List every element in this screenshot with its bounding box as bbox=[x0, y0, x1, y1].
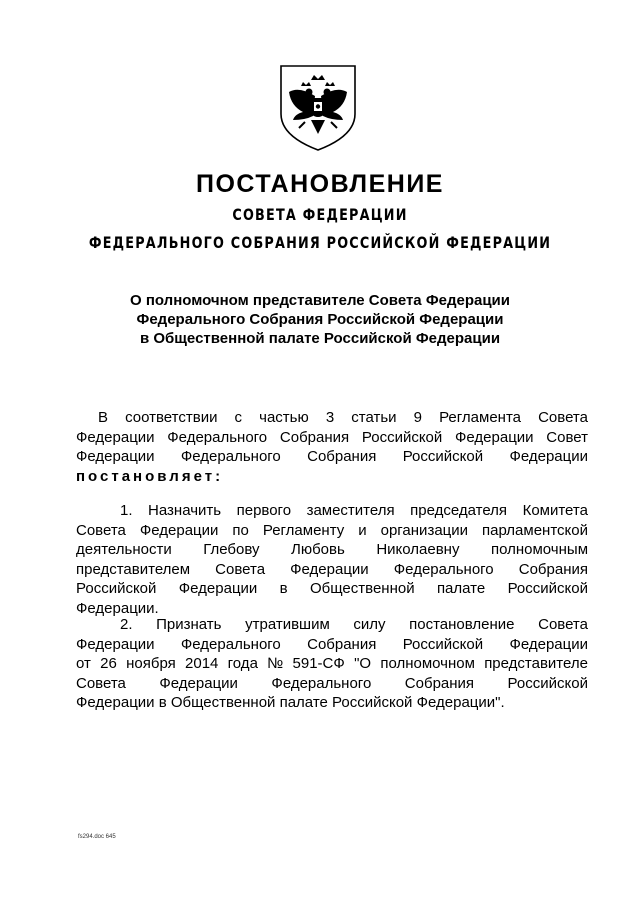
word: № bbox=[267, 655, 284, 672]
text-line bbox=[76, 540, 588, 560]
word: парламентской bbox=[482, 521, 588, 539]
word: Федерального bbox=[180, 635, 281, 653]
word: Федерального bbox=[271, 674, 372, 692]
word: Общественной bbox=[310, 580, 415, 597]
resolution-heading bbox=[90, 291, 550, 348]
word: Признать bbox=[156, 616, 222, 633]
text-line bbox=[76, 635, 588, 655]
text-line bbox=[76, 408, 588, 428]
word: Собрания bbox=[279, 428, 350, 446]
word: Федерации bbox=[455, 428, 534, 446]
word: 1. bbox=[120, 502, 133, 519]
word: Совета bbox=[538, 616, 588, 633]
word: заместителя bbox=[306, 502, 395, 519]
word: постановление bbox=[409, 616, 515, 633]
word: Любовь bbox=[291, 541, 345, 558]
heading-line: О полномочном представителе Совета Федерации bbox=[129, 292, 510, 309]
word: полномочном bbox=[380, 655, 475, 672]
word: Российской bbox=[402, 448, 484, 465]
item-2-paragraph bbox=[76, 615, 588, 713]
word: Российской bbox=[402, 635, 484, 653]
word: Российской bbox=[507, 580, 588, 597]
text-line bbox=[76, 615, 588, 635]
word: в bbox=[279, 580, 288, 597]
word: 3 bbox=[325, 409, 335, 426]
text-line bbox=[76, 654, 588, 674]
word: Собрания bbox=[307, 448, 377, 465]
word: утратившим bbox=[245, 616, 330, 633]
file-reference: fs294.doc 645 bbox=[78, 834, 116, 840]
text-line bbox=[76, 447, 588, 467]
word: Федерации bbox=[178, 580, 258, 597]
word: статьи bbox=[351, 409, 397, 426]
word: 26 bbox=[100, 655, 117, 672]
word: Федерации bbox=[290, 560, 369, 578]
word: Федерации bbox=[509, 448, 588, 465]
word: Российской bbox=[76, 580, 157, 597]
word: 9 bbox=[413, 409, 422, 426]
word: Николаевну bbox=[376, 541, 460, 558]
heading-line: Федерального Собрания Российской Федерации bbox=[136, 311, 504, 328]
text-line: Федерации. bbox=[76, 599, 159, 617]
word: Собрания bbox=[404, 674, 475, 692]
word: "О bbox=[354, 655, 372, 672]
word: Федерации bbox=[509, 635, 588, 653]
word: года bbox=[227, 655, 258, 672]
text-line bbox=[76, 560, 588, 580]
text-line bbox=[76, 579, 588, 599]
word: Российской bbox=[361, 428, 443, 446]
word: Совета bbox=[538, 409, 588, 426]
issuer-line-1: СОВЕТА ФЕДЕРАЦИИ bbox=[232, 205, 408, 224]
word: представителе bbox=[484, 655, 588, 672]
issuer-line-2: ФЕДЕРАЛЬНОГО СОБРАНИЯ РОССИЙСКОЙ ФЕДЕРАЦИИ bbox=[88, 233, 552, 252]
word: Глебову bbox=[203, 541, 260, 558]
word: силу bbox=[353, 616, 386, 633]
word: полномочным bbox=[490, 541, 588, 558]
word: Российской bbox=[507, 674, 588, 692]
word: Федерации bbox=[76, 635, 155, 653]
word: Совета bbox=[215, 560, 266, 578]
word: 2014 bbox=[185, 655, 219, 672]
coat-of-arms-emblem bbox=[275, 62, 361, 152]
word: Назначить bbox=[148, 502, 222, 519]
word: Федерации bbox=[76, 448, 155, 465]
word: 591-СФ bbox=[292, 655, 345, 672]
word: Федерального bbox=[180, 448, 281, 465]
word: Федерации bbox=[76, 428, 155, 446]
word: представителем bbox=[76, 560, 191, 578]
item-1-paragraph bbox=[76, 501, 588, 618]
word: Регламента bbox=[439, 409, 521, 426]
word: соответствии bbox=[125, 409, 218, 426]
word: по bbox=[232, 521, 249, 539]
word: ноября bbox=[126, 655, 176, 672]
word: от bbox=[76, 655, 91, 672]
text-line bbox=[76, 428, 588, 448]
word: Федерального bbox=[167, 428, 268, 446]
word: председателя bbox=[410, 502, 508, 519]
text-line bbox=[76, 674, 588, 694]
word: частью bbox=[259, 409, 309, 426]
text-line: Федерации в Общественной палате Российской Федерации". bbox=[76, 694, 505, 711]
word: деятельности bbox=[76, 541, 172, 558]
word: с bbox=[234, 409, 243, 426]
word: Совета bbox=[76, 674, 126, 692]
word: первого bbox=[236, 502, 292, 519]
word: Собрания bbox=[518, 560, 588, 578]
text-line bbox=[76, 521, 588, 541]
word: Федерации bbox=[139, 521, 219, 539]
text-line bbox=[76, 501, 588, 521]
word: и bbox=[358, 521, 367, 539]
intro-paragraph bbox=[76, 408, 588, 486]
word: организации bbox=[380, 521, 469, 539]
document-title: ПОСТАНОВЛЕНИЕ bbox=[196, 170, 444, 198]
word: Регламенту bbox=[262, 521, 345, 539]
word: 2. bbox=[120, 616, 133, 633]
resolves-word: постановляет: bbox=[76, 467, 224, 485]
word: Федерального bbox=[393, 560, 494, 578]
word: Комитета bbox=[522, 502, 588, 519]
heading-line: в Общественной палате Российской Федерации bbox=[139, 330, 501, 347]
word: Совет bbox=[546, 428, 588, 446]
word: палате bbox=[436, 580, 486, 597]
word: Собрания bbox=[307, 635, 377, 653]
word: Федерации bbox=[159, 674, 238, 692]
word: Совета bbox=[76, 521, 126, 539]
word: В bbox=[98, 409, 109, 426]
